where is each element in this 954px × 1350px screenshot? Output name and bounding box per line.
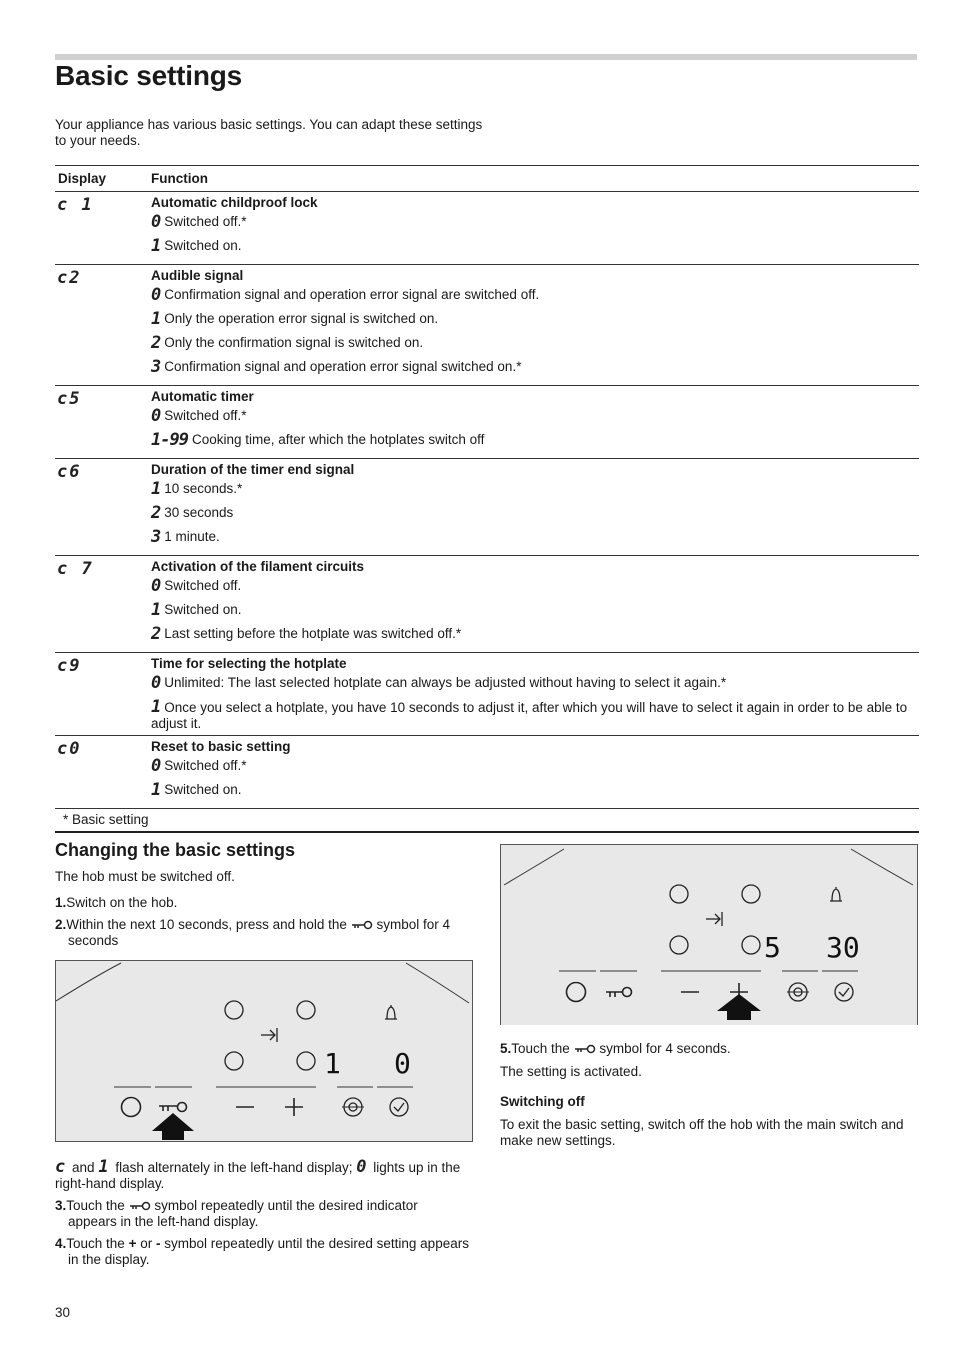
option-text: Only the operation error signal is switched on. <box>164 311 439 326</box>
option-value: 1 <box>151 780 161 800</box>
step-2: 2.Within the next 10 seconds, press and hold the symbol for 4 seconds <box>55 917 451 948</box>
option-row <box>151 432 919 456</box>
display-code <box>55 265 151 385</box>
table-row <box>55 192 919 265</box>
option-text: Switched off.* <box>164 214 247 229</box>
display-code <box>55 653 151 735</box>
option-text: 30 seconds <box>164 505 234 520</box>
control-panel-2-drawing <box>501 845 917 1025</box>
display-code-value: c 1 <box>57 195 94 215</box>
option-value: 1 <box>151 309 161 329</box>
option-value: 2 <box>151 333 161 353</box>
table-row <box>55 556 919 653</box>
switching-off-text: To exit the basic setting, switch off the hob with the main switch and make new settings. <box>500 1117 904 1148</box>
display-code <box>55 386 151 458</box>
option-text: Switched off.* <box>164 758 247 773</box>
option-text: Switched on. <box>164 782 242 797</box>
option-text: Once you select a hotplate, you have 10 seconds to adjust it, after which you will have to select it again in order to be able to adjust it. <box>151 700 908 731</box>
key-icon <box>129 1201 151 1211</box>
function-title: Automatic childproof lock <box>151 195 318 210</box>
function-title: Time for selecting the hotplate <box>151 656 347 671</box>
option-row <box>151 359 919 383</box>
display-code-value: c 7 <box>57 559 94 579</box>
control-panel-1-drawing <box>56 961 472 1141</box>
display-code-value: c2 <box>57 268 82 288</box>
option-row <box>151 238 919 262</box>
activated-text: The setting is activated. <box>500 1064 642 1079</box>
option-value: 2 <box>151 624 161 644</box>
table-row <box>55 386 919 459</box>
display-code <box>55 192 151 264</box>
option-row <box>151 578 919 602</box>
option-value: 2 <box>151 503 161 523</box>
control-panel-1 <box>55 960 473 1142</box>
display-code-value: c9 <box>57 656 82 676</box>
option-value: 1-99 <box>151 430 188 450</box>
page-number: 30 <box>55 1305 71 1320</box>
option-value: 1 <box>151 697 161 717</box>
option-value: 0 <box>151 673 161 693</box>
table-row <box>55 459 919 556</box>
prereq-text: The hob must be switched off. <box>55 869 235 884</box>
option-text: Cooking time, after which the hotplates switch off <box>191 432 485 447</box>
option-value: 3 <box>151 527 161 547</box>
display-code <box>55 556 151 652</box>
display-code-value: c5 <box>57 389 82 409</box>
control-panel-2 <box>500 844 918 1025</box>
function-cell <box>151 192 919 264</box>
step-4: 4.Touch the + or - symbol repeatedly until the desired setting appears in the display. <box>55 1236 469 1267</box>
option-value: 0 <box>151 212 161 232</box>
display-code-value: c0 <box>57 739 82 759</box>
step-3: 3.Touch the symbol repeatedly until the desired indicator appears in the left-hand display. <box>55 1198 418 1229</box>
option-value: 1 <box>151 479 161 499</box>
option-row <box>151 699 919 733</box>
switching-off-title: Switching off <box>500 1094 585 1109</box>
option-row <box>151 214 919 238</box>
option-text: Last setting before the hotplate was switched off.* <box>164 626 462 641</box>
display-code <box>55 459 151 555</box>
option-text: Switched on. <box>164 238 242 253</box>
option-value: 0 <box>151 756 161 776</box>
header-function: Function <box>151 171 208 186</box>
function-cell <box>151 386 919 458</box>
option-row <box>151 758 919 782</box>
option-row <box>151 408 919 432</box>
function-cell <box>151 265 919 385</box>
function-title: Reset to basic setting <box>151 739 291 754</box>
option-value: 3 <box>151 357 161 377</box>
option-text: Switched off. <box>164 578 242 593</box>
table-row <box>55 265 919 386</box>
option-text: Confirmation signal and operation error signal are switched off. <box>164 287 540 302</box>
table-row <box>55 736 919 809</box>
intro-text: Your appliance has various basic settings. You can adapt these settings to your needs. <box>55 117 483 148</box>
function-cell <box>151 556 919 652</box>
display-code <box>55 736 151 808</box>
step-5: 5.Touch the symbol for 4 seconds. <box>500 1041 731 1056</box>
function-cell <box>151 459 919 555</box>
option-row <box>151 481 919 505</box>
option-row <box>151 626 919 650</box>
option-row <box>151 602 919 626</box>
option-text: Switched off.* <box>164 408 247 423</box>
step-1: 1.Switch on the hob. <box>55 895 178 910</box>
option-row <box>151 335 919 359</box>
option-value: 1 <box>151 236 161 256</box>
function-title: Automatic timer <box>151 389 254 404</box>
page-title: Basic settings <box>55 60 243 91</box>
left-display: 1 <box>324 1047 341 1080</box>
key-icon <box>351 920 373 930</box>
option-text: 10 seconds.* <box>164 481 243 496</box>
function-title: Activation of the filament circuits <box>151 559 365 574</box>
option-row <box>151 529 919 553</box>
function-cell <box>151 653 919 735</box>
header-display: Display <box>58 171 107 186</box>
section-heading: Changing the basic settings <box>55 840 296 860</box>
function-cell <box>151 736 919 808</box>
option-value: 1 <box>151 600 161 620</box>
function-title: Duration of the timer end signal <box>151 462 355 477</box>
option-row <box>151 675 919 699</box>
option-value: 0 <box>151 406 161 426</box>
footnote: * Basic setting <box>55 809 919 833</box>
option-text: Confirmation signal and operation error signal switched on.* <box>164 359 522 374</box>
option-value: 0 <box>151 576 161 596</box>
option-text: 1 minute. <box>164 529 220 544</box>
display-explanation: c and 1 flash alternately in the left-hand display; 0 lights up in the right-hand display. <box>55 1157 461 1191</box>
right-display: 0 <box>394 1047 411 1080</box>
table-header <box>55 165 919 192</box>
option-row <box>151 505 919 529</box>
right-display: 30 <box>826 931 860 964</box>
option-row <box>151 311 919 335</box>
settings-table <box>55 165 919 833</box>
option-value: 0 <box>151 285 161 305</box>
display-code-value: c6 <box>57 462 82 482</box>
key-icon <box>574 1044 596 1054</box>
option-row <box>151 782 919 806</box>
option-row <box>151 287 919 311</box>
function-title: Audible signal <box>151 268 244 283</box>
option-text: Only the confirmation signal is switched on. <box>164 335 424 350</box>
table-row <box>55 653 919 736</box>
option-text: Unlimited: The last selected hotplate can always be adjusted without having to select it again.* <box>164 675 727 690</box>
option-text: Switched on. <box>164 602 242 617</box>
left-display: 5 <box>764 931 781 964</box>
